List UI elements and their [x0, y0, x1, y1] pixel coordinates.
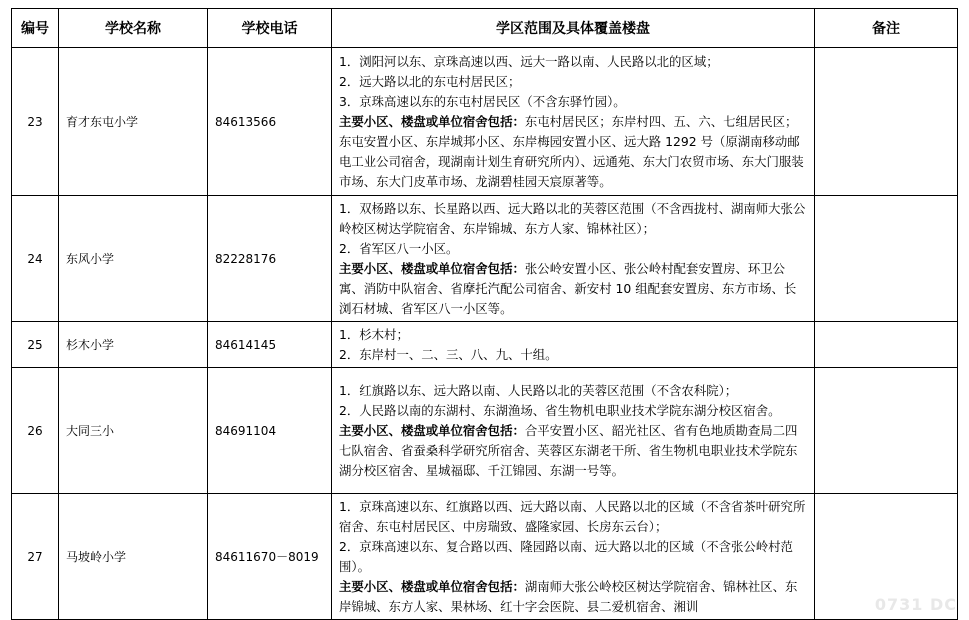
coverage-line: 2．京珠高速以东、复合路以西、隆园路以南、远大路以北的区域（不含张公岭村范围）。 [339, 539, 793, 574]
note-cell [815, 196, 958, 322]
school-name: 育才东屯小学 [59, 48, 208, 196]
header-school-name: 学校名称 [59, 9, 208, 48]
coverage-line: 1．京珠高速以东、红旗路以西、远大路以南、人民路以北的区域（不含省茶叶研究所宿舍、东屯村居民区、中房瑞致、盛隆家园、长房东云台）； [339, 499, 806, 534]
school-phone: 82228176 [208, 196, 332, 322]
main-housing-text: 合平安置小区、韶光社区、省有色地质勘查局二四七队宿舍、省蚕桑科学研究所宿舍、芙蓉区东湖老干所、省生物机电职业技术学院东湖分校区宿舍、星城福邸、千江锦园、东湖一号等。 [339, 423, 798, 478]
note-cell [815, 368, 958, 494]
header-note: 备注 [815, 9, 958, 48]
note-cell [815, 48, 958, 196]
coverage-line: 2．远大路以北的东屯村居民区； [339, 74, 521, 89]
coverage-line: 1．红旗路以东、远大路以南、人民路以北的芙蓉区范围（不含农科院）； [339, 383, 738, 398]
header-row [12, 9, 958, 48]
main-housing-label: 主要小区、楼盘或单位宿舍包括： [339, 114, 525, 129]
row-num: 23 [12, 48, 59, 196]
school-name: 杉木小学 [59, 322, 208, 368]
main-housing-label: 主要小区、楼盘或单位宿舍包括： [339, 261, 525, 276]
school-phone: 84614145 [208, 322, 332, 368]
coverage-cell [332, 48, 815, 196]
main-housing [339, 112, 808, 192]
table-row [12, 368, 958, 494]
main-housing-text: 湖南师大张公岭校区树达学院宿舍、锦林社区、东岸锦城、东方人家、果林场、红十字会医院、县二爱机宿舍、湘训 [339, 579, 798, 614]
main-housing [339, 259, 808, 319]
main-housing-label: 主要小区、楼盘或单位宿舍包括： [339, 423, 525, 438]
coverage-cell [332, 196, 815, 322]
coverage-line: 1．杉木村； [339, 327, 409, 342]
coverage-line: 1．浏阳河以东、京珠高速以西、远大一路以南、人民路以北的区域； [339, 54, 719, 69]
watermark: 0731 DC [874, 595, 957, 614]
row-num: 27 [12, 494, 59, 620]
table-row [12, 48, 958, 196]
main-housing-label: 主要小区、楼盘或单位宿舍包括： [339, 579, 525, 594]
school-name: 大同三小 [59, 368, 208, 494]
header-num: 编号 [12, 9, 59, 48]
main-housing [339, 577, 808, 617]
header-school-phone: 学校电话 [208, 9, 332, 48]
school-name: 东风小学 [59, 196, 208, 322]
table-row [12, 494, 958, 620]
coverage-cell [332, 322, 815, 368]
coverage-line: 2．人民路以南的东湖村、东湖渔场、省生物机电职业技术学院东湖分校区宿舍。 [339, 403, 781, 418]
school-district-table [11, 8, 958, 620]
coverage-line: 2．省军区八一小区。 [339, 241, 459, 256]
table-row [12, 196, 958, 322]
school-name: 马坡岭小学 [59, 494, 208, 620]
header-coverage: 学区范围及具体覆盖楼盘 [332, 9, 815, 48]
school-phone: 84611670－8019 [208, 494, 332, 620]
coverage-cell [332, 494, 815, 620]
school-phone: 84691104 [208, 368, 332, 494]
coverage-line: 3．京珠高速以东的东屯村居民区（不含东驿竹园）。 [339, 94, 626, 109]
school-phone: 84613566 [208, 48, 332, 196]
note-cell [815, 322, 958, 368]
table-row [12, 322, 958, 368]
coverage-cell [332, 368, 815, 494]
row-num: 25 [12, 322, 59, 368]
row-num: 26 [12, 368, 59, 494]
row-num: 24 [12, 196, 59, 322]
main-housing-text: 东屯村居民区；东岸村四、五、六、七组居民区；东屯安置小区、东岸城邦小区、东岸梅园安置小区、远大路 1292 号（原湖南移动邮电工业公司宿舍，现湖南计划生育研究所内）、远通苑、东大门农贸市场、东大门服装市场、东大门皮革市场、龙湖碧桂园天宸原著等。 [339, 114, 804, 189]
coverage-line: 1．双杨路以东、长星路以西、远大路以北的芙蓉区范围（不含西拢村、湖南师大张公岭校区树达学院宿舍、东岸锦城、东方人家、锦林社区）； [339, 201, 806, 236]
coverage-line: 2．东岸村一、二、三、八、九、十组。 [339, 347, 558, 362]
main-housing-text: 张公岭安置小区、张公岭村配套安置房、环卫公寓、消防中队宿舍、省摩托汽配公司宿舍、新安村 10 组配套安置房、东方市场、长浏石材城、省军区八一小区等。 [339, 261, 797, 316]
main-housing [339, 421, 808, 481]
